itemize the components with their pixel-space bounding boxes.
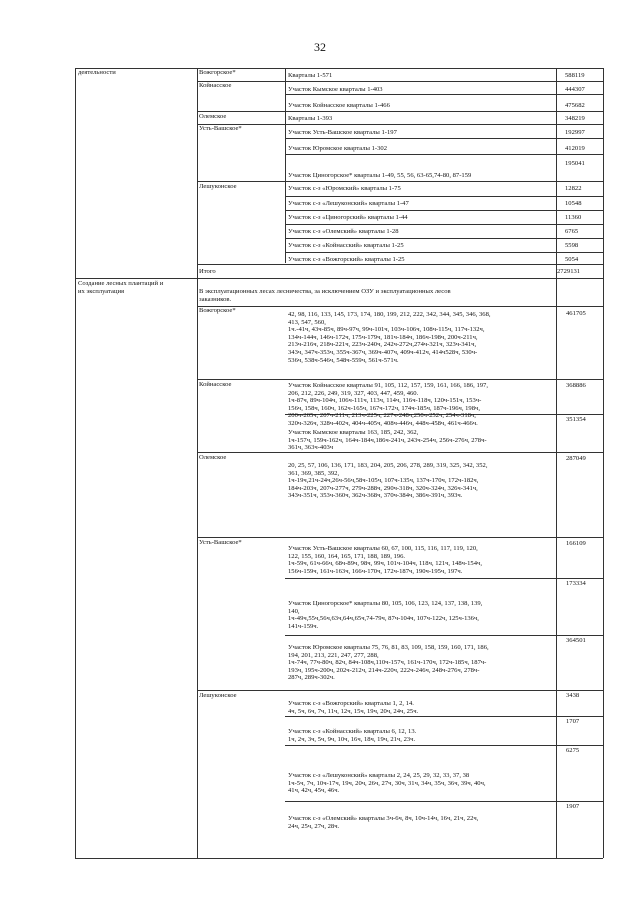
plot-description: Участок Кымское кварталы 1-403 [288,86,383,93]
area-value: 364501 [566,637,586,644]
region-name: Койнасское [199,82,232,89]
area-value: 368886 [566,382,586,389]
region-name: Вожгорское* [199,69,236,76]
row-divider [285,801,603,802]
area-value: 192997 [565,129,585,136]
activity-cell: Создание лесных плантаций и [78,280,164,287]
area-value: 1907 [566,803,580,810]
plot-description: Участок с-з «Циногорский» кварталы 1-44 [288,214,408,221]
area-value: 173334 [566,580,586,587]
table-border-left [75,68,76,858]
table-border-bottom [75,858,603,859]
row-divider [197,111,603,112]
quarter-list: Участок Усть-Вашское кварталы 60, 67, 100, 115, 116, 117, 119, 120, 122, 155, 160, 164, 165, 171, 188, 189, 196. 1ч-59ч, 61ч-66ч, 68ч-89ч, 98ч, 99ч, 101ч-104ч, 118ч, 121ч, 148ч-154ч, 156ч-159ч, 161ч-163ч, 166ч-170ч, 172ч-187ч, 190ч-195ч, 197ч. [288,545,482,575]
row-divider [285,716,603,717]
row-divider [285,252,603,253]
quarter-list: Участок Юромское кварталы 75, 76, 81, 83, 109, 158, 159, 160, 171, 186, 194, 201, 213, 221, 247, 277, 288, 1ч-74ч, 77ч-80ч, 82ч, 84ч-108ч,110ч-157ч, 161ч-170ч, 172ч-185ч, 187ч- 193ч, 195ч-200ч, 202ч-212ч, 214ч-220ч, 222ч-246ч, 248ч-276ч, 278ч- 287ч, 289ч-302ч. [288,644,489,682]
row-divider [285,635,603,636]
area-value: 195041 [565,160,585,167]
row-divider [197,181,603,182]
area-value: 444307 [565,86,585,93]
plot-description: Участок Усть-Вашское кварталы 1-197 [288,129,397,136]
region-name: Усть-Вашское* [199,125,242,132]
quarter-list: Участок Циногорское* кварталы 80, 105, 106, 123, 124, 137, 138, 139, 140, 1ч-49ч,55ч,56ч,63ч,64ч,65ч,74-79ч, 87ч-104ч, 107ч-122ч, 125ч-136ч, 141ч-159ч. [288,600,483,630]
plot-description: Участок Койнасское кварталы 1-466 [288,102,390,109]
area-value: 166109 [566,540,586,547]
quarter-list: 20, 25, 57, 106, 136, 171, 183, 204, 205, 206, 278, 289, 319, 325, 342, 352, 361, 369, 385, 392, 1ч-19ч,21ч-24ч,26ч-56ч,58ч-105ч, 107ч-135ч, 137ч-170ч, 172ч-182ч, 184ч-203ч, 207ч-277ч, 279ч-288ч, 290ч-318ч, 320ч-324ч, 326ч-341ч, 343ч-351ч, 353ч-360ч, 362ч-368ч, 370ч-384ч, 386ч-391ч, 393ч. [288,462,488,500]
column-divider [285,68,286,263]
row-divider [197,379,603,380]
area-value: 11360 [565,214,582,221]
area-value: 351354 [566,416,586,423]
quarter-list: Участок с-з «Койнасский» кварталы 6, 12, 13. 1ч, 2ч, 3ч, 5ч, 9ч, 10ч, 16ч, 18ч, 19ч, 21ч, 23ч. [288,728,417,743]
row-divider [285,138,603,139]
area-value: 348219 [565,115,585,122]
quarter-list: 42, 98, 116, 133, 145, 173, 174, 180, 199, 212, 222, 342, 344, 345, 346, 368, 413, 547, 560, 1ч.-41ч, 43ч-85ч, 89ч-97ч, 99ч-101ч, 103ч-106ч, 108ч-115ч, 117ч-132ч, 134ч-144ч, 146ч-172ч, 175ч-179ч, 181ч-184ч, 186ч-198ч, 200ч-211ч, 213ч-216ч, 218ч-221ч, 223ч-240ч, 242ч-272ч,274ч-321ч, 323ч-341ч, 343ч, 347ч-353ч, 355ч-367ч, 369ч-407ч, 409ч-412ч, 414ч528ч, 530ч- 536ч, 538ч-546ч, 548ч-559ч, 561ч-571ч. [288,311,491,364]
area-value: 287049 [566,455,586,462]
area-value: 12822 [565,185,582,192]
area-value: 412019 [565,145,585,152]
row-divider [197,537,603,538]
page-number: 32 [314,40,326,54]
table-border-right [603,68,604,858]
row-divider [285,238,603,239]
area-value: 1707 [566,718,580,725]
total-label: Итого [199,268,216,275]
area-value: 10548 [565,200,582,207]
region-name: Усть-Вашское* [199,539,242,546]
quarter-list: Участок Кымское кварталы 163, 185, 242, 362, 1ч-157ч, 159ч-162ч, 164ч-184ч,186ч-241ч, 243ч-254ч, 256ч-276ч, 278ч- 361ч, 363ч-403ч [288,429,487,452]
plot-description: Участок с-з «Олемский» кварталы 1-28 [288,228,399,235]
area-value: 5598 [565,242,579,249]
region-name: Лешуконское [199,183,237,190]
region-name: Койнасское [199,381,232,388]
area-value: 5054 [565,256,579,263]
row-divider [197,81,603,82]
row-divider [197,306,603,307]
section-intro: В эксплуатационных лесах лесничества, за исключением ОЗУ и эксплуатационных лесов [199,288,451,295]
row-divider [285,224,603,225]
row-divider [75,278,603,279]
quarter-list: Участок с-з «Вожгорский» кварталы 1, 2, 14. 4ч, 5ч, 6ч, 7ч, 11ч, 12ч, 15ч, 19ч, 20ч, 24ч, 25ч. [288,700,419,715]
activity-cell: их эксплуатация [78,288,125,295]
column-divider [197,68,198,858]
table-border-top [75,68,603,69]
region-name: Олемское [199,454,227,461]
row-divider [197,124,603,125]
plot-description: Участок с-з «Лешуконский» кварталы 1-47 [288,200,409,207]
quarter-list: Участок с-з «Олемский» кварталы 3ч-6ч, 8ч, 10ч-14ч, 16ч, 21ч, 22ч, 24ч, 25ч, 27ч, 28ч. [288,815,479,830]
region-name: Олемское [199,113,227,120]
region-name: Лешуконское [199,692,237,699]
plot-description: Кварталы 1-571 [288,72,333,79]
row-divider [285,196,603,197]
section-intro: заказников. [199,296,232,303]
plot-description: Кварталы 1-393 [288,115,333,122]
plot-description: Участок с-з «Вожгорский» кварталы 1-25 [288,256,405,263]
quarter-list: Участок Койнасское кварталы 91, 105, 112, 157, 159, 161, 166, 186, 197, 206, 212, 226, 249, 319, 327, 403, 447, 459, 460. 1ч-87ч, 89ч-104ч, 106ч-111ч, 113ч, 114ч, 116ч-118ч, 120ч-151ч, 153ч- 156ч, 158ч, 160ч, 162ч-165ч, 167ч-172ч, 174ч-185ч, 187ч-196ч, 198ч, 200ч-205ч, 207ч-211ч, 213ч-225ч, 227ч-248ч,250ч-252ч, 254ч-318ч, 320ч-326ч, 328ч-402ч, 404ч-405ч, 408ч-446ч, 448ч-458ч, 461ч-466ч. [288,382,488,427]
area-value: 475682 [565,102,585,109]
row-divider [285,210,603,211]
quarter-list: Участок с-з «Лешуконский» кварталы 2, 24, 25, 29, 32, 33, 37, 38 1ч-5ч, 7ч, 10ч-17ч, 19ч, 20ч, 26ч, 27ч, 30ч, 31ч, 34ч, 35ч, 36ч, 39ч, 40ч, 41ч, 42ч, 45ч, 46ч. [288,772,486,795]
plot-description: Участок Юромское кварталы 1-302 [288,145,388,152]
area-value: 588119 [565,72,585,79]
row-divider [197,690,603,691]
plot-description: Участок с-з «Койнасский» кварталы 1-25 [288,242,404,249]
plot-description: Участок Циногорское* кварталы 1-49, 55, 56, 63-65,74-80, 87-159 [288,172,472,179]
area-value: 6765 [565,228,579,235]
area-value: 461705 [566,310,586,317]
area-value: 3438 [566,692,580,699]
activity-cell: деятельности [78,69,116,76]
region-name: Вожгорское* [199,307,236,314]
area-value: 6275 [566,747,580,754]
plot-description: Участок с-з «Юромский» кварталы 1-75 [288,185,401,192]
row-divider [197,452,603,453]
row-divider [285,154,603,155]
row-divider [285,578,603,579]
row-divider [285,745,603,746]
total-value: 2729131 [557,268,581,275]
column-divider [556,68,557,858]
